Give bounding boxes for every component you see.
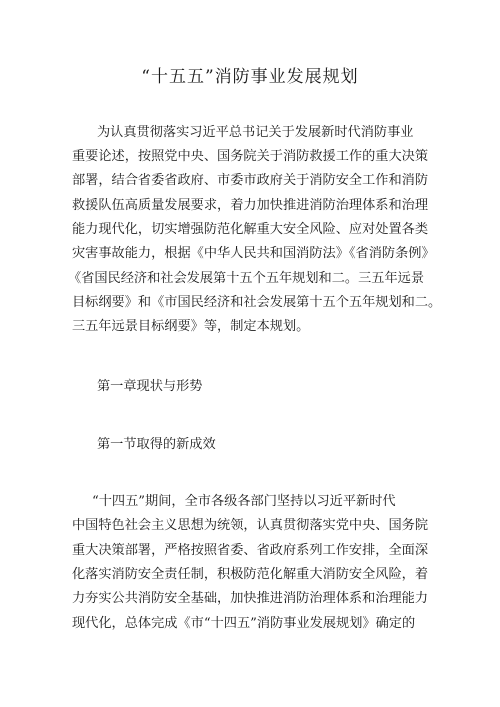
text-line: 力夯实公共消防安全基础，加快推进消防治理体系和治理能力 — [72, 591, 429, 606]
text-line: 化落实消防安全责任制，积极防范化解重大消防安全风险，着 — [72, 567, 429, 582]
text-line: 现代化，总体完成《市“十四五”消防事业发展规划》确定的 — [72, 616, 416, 631]
chapter-heading: 第一章现状与形势 — [97, 379, 203, 394]
text-line: 为认真贯彻落实习近平总书记关于发展新时代消防事业 — [97, 125, 414, 140]
text-line: “十四五”期间，全市各级各部门坚持以习近平新时代 — [92, 494, 396, 509]
text-line: 重大决策部署，严格按照省委、省政府系列工作安排，全面深 — [72, 543, 429, 558]
text-line: 重要论述，按照党中央、国务院关于消防救援工作的重大决策 — [72, 149, 429, 164]
text-line: 中国特色社会主义思想为统领，认真贯彻落实党中央、国务院 — [72, 518, 429, 533]
document-title: “十五五”消防事业发展规划 — [141, 67, 359, 87]
text-line: 部署，结合省委省政府、市委市政府关于消防安全工作和消防 — [72, 173, 429, 188]
section-heading: 第一节取得的新成效 — [97, 437, 216, 452]
text-line: 能力现代化，切实增强防范化解重大安全风险、应对处置各类 — [72, 222, 429, 237]
text-line: 三五年远景目标纲要》等，制定本规划。 — [72, 319, 310, 334]
text-line: 目标纲要》和《市国民经济和社会发展第十五个五年规划和二。 — [72, 295, 442, 310]
text-line: 灾害事故能力，根据《中华人民共和国消防法》《省消防条例》 — [72, 246, 435, 261]
text-line: 《省国民经济和社会发展第十五个五年规划和二。三五年远景 — [68, 271, 425, 286]
text-line: 救援队伍高质量发展要求，着力加快推进消防治理体系和治理 — [72, 198, 429, 213]
